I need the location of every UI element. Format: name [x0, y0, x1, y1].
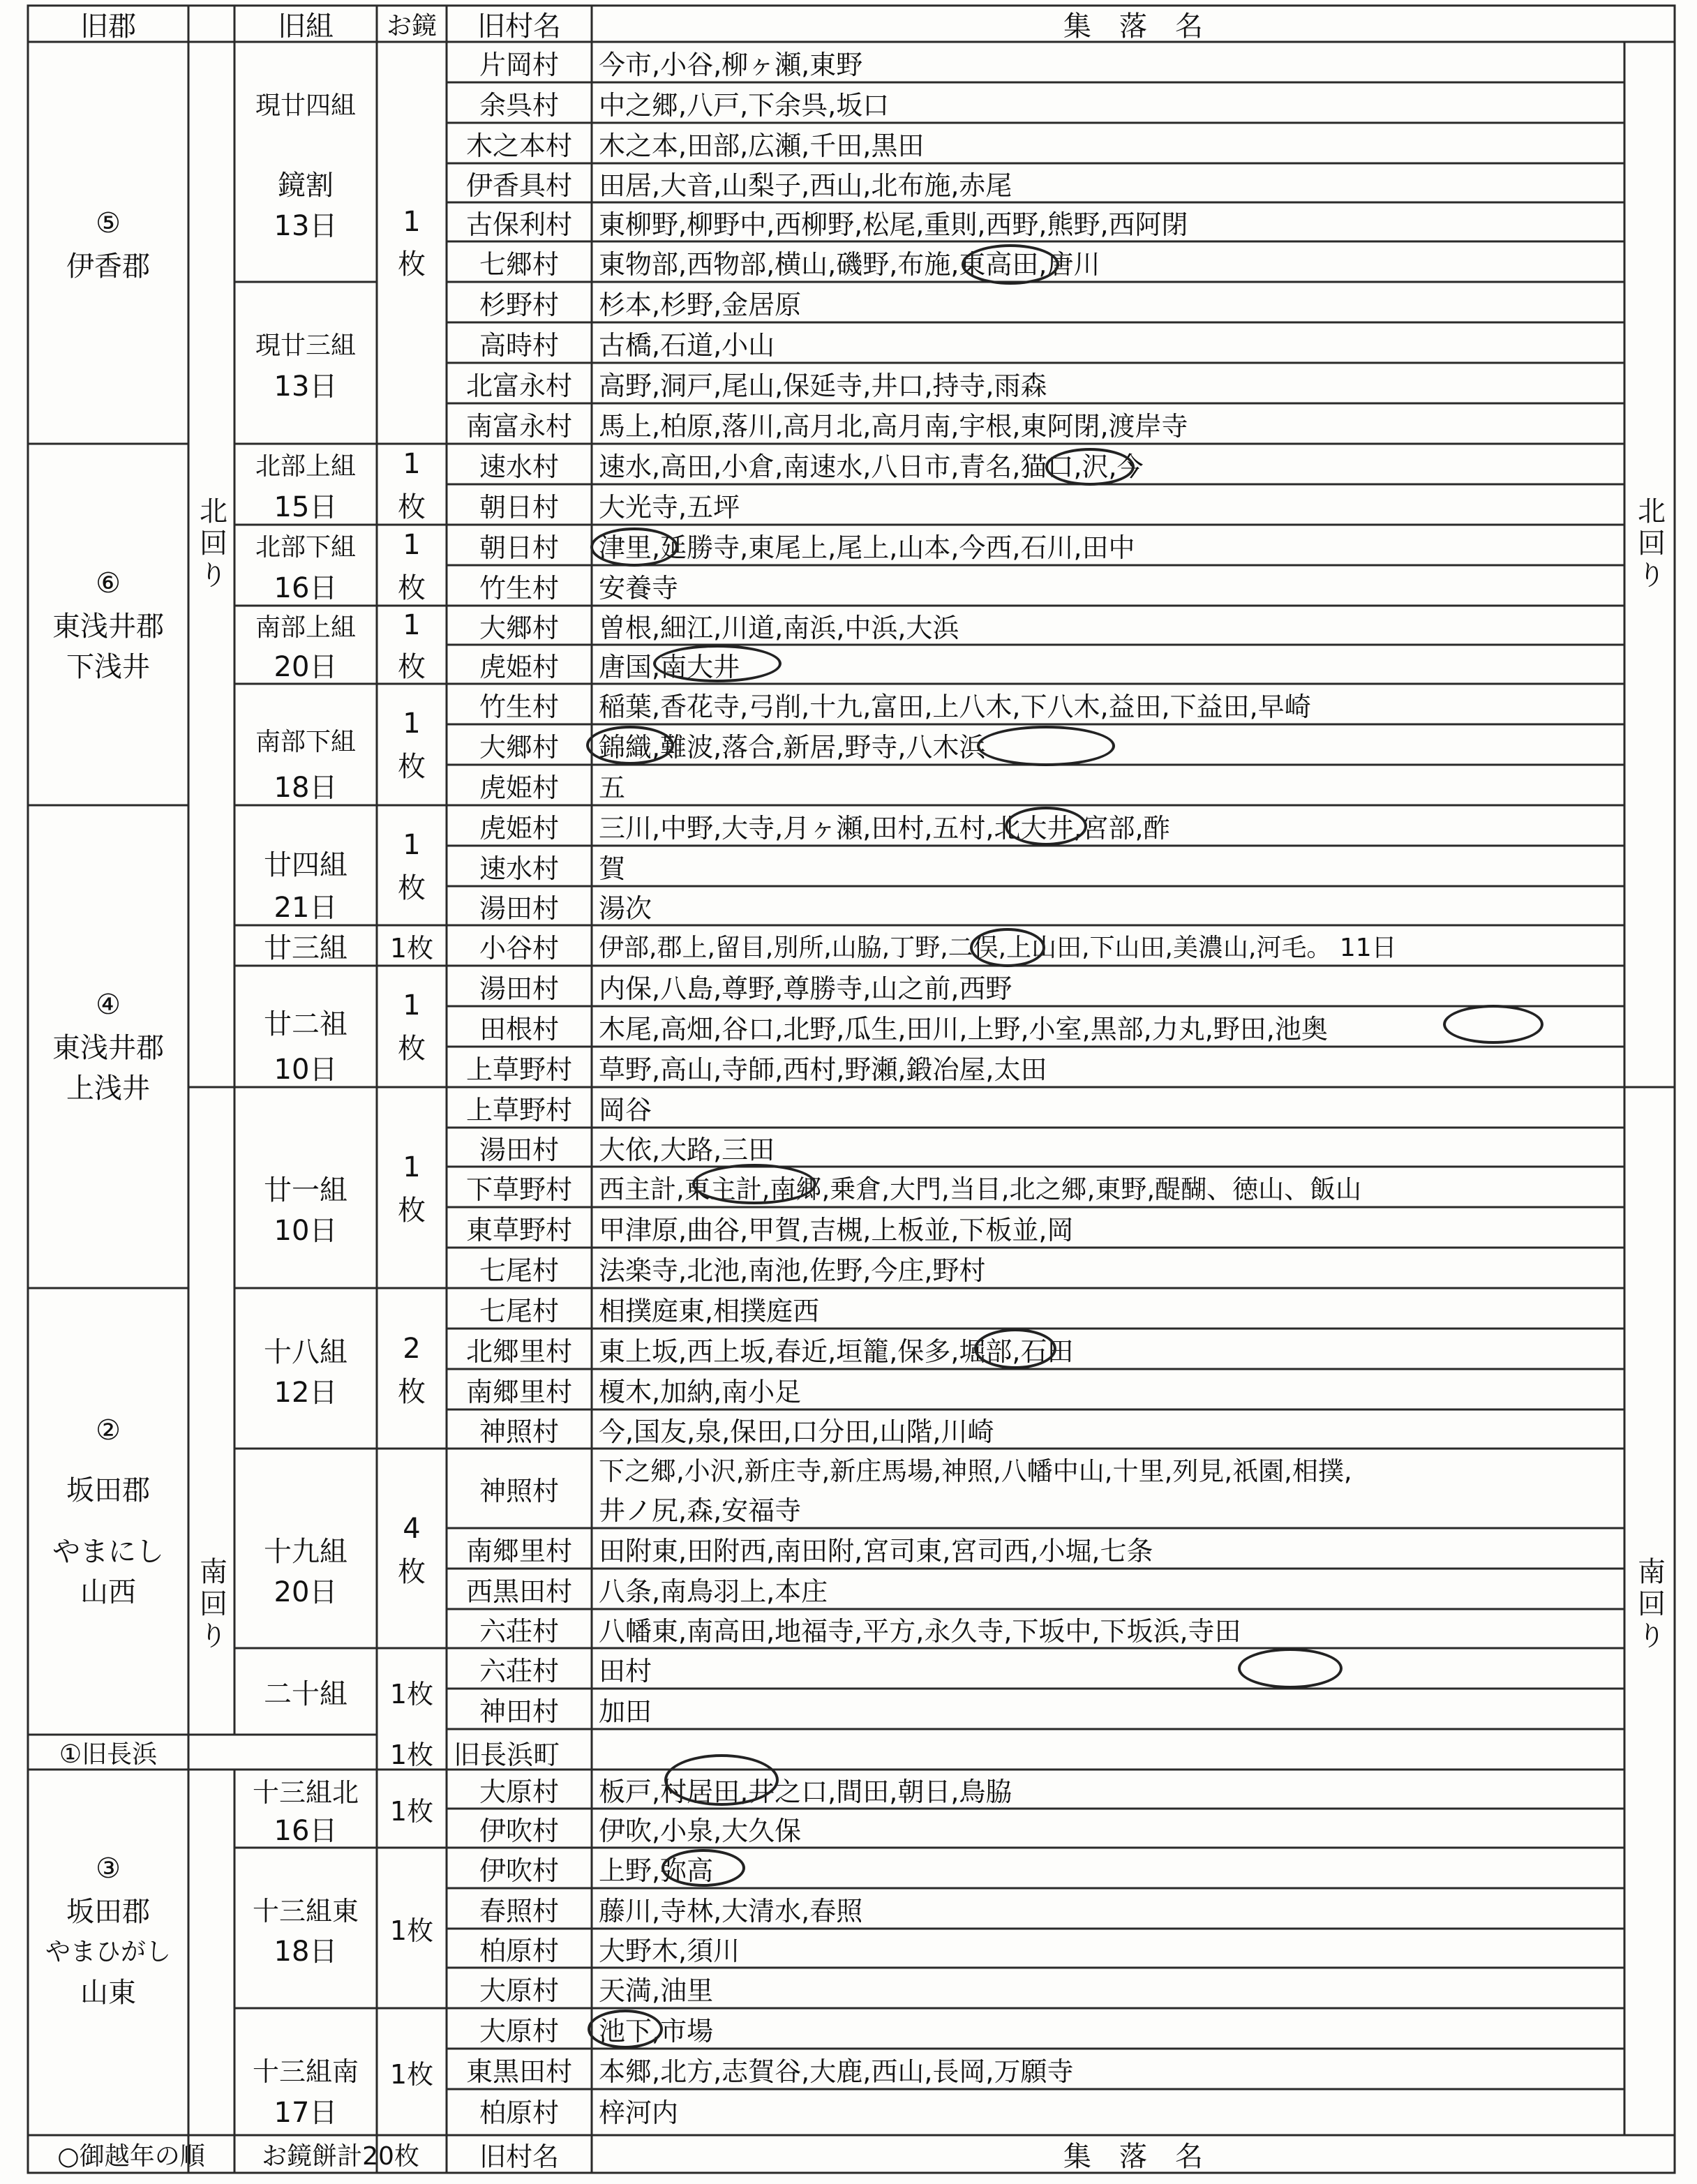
kagami-4-b: 枚 [398, 571, 426, 604]
kagami-3-a: 1 [403, 448, 421, 480]
settlements: 内保,八島,尊野,尊勝寺,山之前,西野 [599, 973, 1012, 1004]
group-11-l2: 12日 [274, 1376, 338, 1409]
handwritten-circle-mark [1443, 1005, 1543, 1044]
village-name: 南郷里村 [465, 1535, 572, 1566]
settlements: 大光寺,五坪 [599, 491, 740, 523]
settlements: 中之郷,八戸,下余呉,坂口 [599, 89, 890, 121]
village-name: 柏原村 [479, 2097, 559, 2128]
settlements: 上野,弥高 [599, 1855, 714, 1886]
kagami-17: 1枚 [389, 2058, 434, 2090]
kagami-15: 1枚 [389, 1795, 434, 1827]
kagami-6-b: 枚 [398, 750, 426, 783]
district-1-name: ①旧長浜 [59, 1740, 158, 1769]
district-2-name3: 山西 [80, 1576, 136, 1608]
village-name: 余呉村 [479, 89, 559, 121]
village-name: 東草野村 [465, 1214, 572, 1246]
village-name: 速水村 [479, 853, 559, 884]
kagami-7-b: 枚 [398, 872, 426, 904]
settlements: 杉本,杉野,金居原 [599, 289, 802, 320]
footer-kyusonmei: 旧村名 [479, 2141, 559, 2172]
village-name: 虎姫村 [479, 651, 559, 682]
group-9-l1: 廿二祖 [264, 1008, 347, 1040]
settlements: 三川,中野,大寺,月ヶ瀬,田村,五村,北大井,宮部,酢 [599, 812, 1170, 844]
village-name: 旧長浜町 [454, 1739, 560, 1770]
district-4-name2: 上浅井 [66, 1072, 150, 1105]
kagami-7-a: 1 [403, 829, 421, 861]
settlements: 湯次 [599, 892, 652, 924]
district-3-name1: 坂田郡 [66, 1895, 150, 1928]
village-name: 田根村 [479, 1013, 559, 1045]
village-name: 伊吹村 [479, 1815, 559, 1846]
route-north-right: 北回り [1633, 496, 1666, 592]
district-4-name1: 東浅井郡 [52, 1031, 164, 1064]
group-1-l2: 鏡割 [278, 169, 334, 202]
village-name: 竹生村 [479, 572, 559, 604]
village-name: 虎姫村 [479, 772, 559, 803]
kagami-5-b: 枚 [398, 650, 426, 683]
village-name: 虎姫村 [479, 812, 559, 844]
group-3-l1: 北部上組 [255, 451, 356, 481]
handwritten-circle-mark [1045, 448, 1135, 486]
village-name: 朝日村 [479, 491, 559, 523]
settlements: 藤川,寺林,大清水,春照 [599, 1895, 863, 1927]
settlements: 下之郷,小沢,新庄寺,新庄馬場,神照,八幡中山,十里,列見,祇園,相撲, [599, 1456, 1352, 1486]
group-9-l2: 10日 [274, 1053, 338, 1086]
village-name: 大郷村 [479, 612, 559, 643]
village-name: 西黒田村 [465, 1576, 572, 1607]
village-name: 大原村 [479, 1975, 559, 2006]
village-name: 高時村 [479, 329, 559, 361]
group-11-l1: 十八組 [264, 1336, 347, 1368]
settlements: 賀 [599, 853, 626, 884]
kagami-3-b: 枚 [398, 491, 426, 523]
handwritten-circle-mark [664, 1754, 779, 1806]
settlements: 草野,高山,寺師,西村,野瀬,鍛冶屋,太田 [599, 1054, 1047, 1085]
settlements: 榎木,加納,南小足 [599, 1376, 802, 1407]
group-13-l1: 二十組 [264, 1677, 347, 1710]
village-name: 神田村 [479, 1696, 559, 1727]
district-3-name2: やまひがし [45, 1937, 171, 1966]
village-name: 古保利村 [465, 209, 572, 240]
kagami-9-b: 枚 [398, 1032, 426, 1065]
village-name: 北郷里村 [465, 1336, 572, 1367]
group-15-l2: 16日 [274, 1814, 338, 1847]
group-5-l2: 20日 [274, 650, 338, 683]
village-name: 六荘村 [479, 1615, 559, 1647]
settlements: 伊部,郡上,留目,別所,山脇,丁野,二俣,上山田,下山田,美濃山,河毛。 11日 [599, 933, 1397, 962]
header-kyugumi: 旧組 [278, 10, 334, 42]
handwritten-circle-mark [692, 1164, 816, 1204]
kagami-11-a: 2 [403, 1333, 421, 1365]
kagami-10-a: 1 [403, 1151, 421, 1183]
district-3-name3: 山東 [80, 1976, 136, 2009]
group-15-l1: 十三組北 [252, 1777, 359, 1808]
handwritten-circle-mark [590, 528, 678, 567]
header-kyugun: 旧郡 [80, 10, 136, 42]
district-2-number: ② [96, 1414, 121, 1446]
settlements: 八条,南鳥羽上,本庄 [599, 1576, 828, 1607]
footer-shuraku: 集 落 名 [1063, 2140, 1203, 2173]
settlements: 今,国友,泉,保田,口分田,山階,川崎 [599, 1416, 994, 1447]
village-name: 下草野村 [465, 1174, 572, 1205]
settlements: 田附東,田附西,南田附,宮司東,宮司西,小堀,七条 [599, 1535, 1153, 1566]
settlements: 梓河内 [599, 2097, 679, 2128]
district-4-number: ④ [96, 989, 121, 1021]
village-name: 上草野村 [465, 1054, 572, 1085]
handwritten-circle-mark [653, 645, 782, 682]
kagami-11-b: 枚 [398, 1375, 426, 1408]
group-3-l2: 15日 [274, 491, 338, 523]
group-16-l2: 18日 [274, 1935, 338, 1968]
handwritten-circle-mark [1005, 807, 1087, 846]
district-5-name: 伊香郡 [66, 250, 150, 283]
village-name: 南富永村 [465, 410, 572, 442]
village-name: 七郷村 [479, 248, 559, 280]
handwritten-circle-mark [977, 726, 1115, 766]
group-16-l1: 十三組東 [252, 1895, 359, 1927]
district-6-name2: 下浅井 [66, 650, 150, 683]
village-name: 神照村 [479, 1416, 559, 1447]
village-name: 大原村 [479, 1776, 559, 1807]
group-12-l2: 20日 [274, 1576, 338, 1608]
village-name: 湯田村 [479, 892, 559, 924]
village-name: 木之本村 [465, 130, 572, 161]
footer-total: お鏡餅計20枚 [262, 2141, 419, 2171]
group-2-l2: 13日 [274, 370, 338, 403]
district-5-number: ⑤ [96, 207, 121, 239]
kagami-1-b: 枚 [398, 248, 426, 281]
group-12-l1: 十九組 [264, 1535, 347, 1568]
header-okagami: お鏡 [386, 11, 437, 40]
settlements: 稲葉,香花寺,弓削,十九,富田,上八木,下八木,益田,下益田,早崎 [599, 691, 1311, 722]
settlements: 東上坂,西上坂,春近,垣籠,保多,堀部,石田 [599, 1336, 1074, 1367]
village-name: 伊吹村 [479, 1855, 559, 1886]
group-4-l1: 北部下組 [255, 532, 356, 562]
route-south-left: 南回り [195, 1557, 227, 1653]
group-6-l2: 18日 [274, 771, 338, 804]
settlements: 唐国,南大井 [599, 651, 740, 682]
district-2-name1: 坂田郡 [66, 1474, 150, 1506]
group-17-l1: 十三組南 [252, 2056, 359, 2087]
settlements: 高野,洞戸,尾山,保延寺,井口,持寺,雨森 [599, 370, 1047, 401]
village-name: 湯田村 [479, 973, 559, 1004]
village-name: 片岡村 [479, 49, 559, 80]
kagami-12-b: 枚 [398, 1555, 426, 1588]
village-name: 竹生村 [479, 691, 559, 722]
group-2-l1: 現廿三組 [255, 331, 356, 360]
group-1-l1: 現廿四組 [255, 91, 356, 120]
group-7-l1: 廿四組 [264, 848, 347, 881]
settlements: 板戸,村居田,井之口,間田,朝日,鳥脇 [599, 1776, 1012, 1807]
handwritten-circle-mark [1238, 1648, 1343, 1689]
village-name: 神照村 [479, 1475, 559, 1506]
settlements: 古橋,石道,小山 [599, 329, 775, 361]
settlements: 田村 [599, 1655, 652, 1686]
group-6-l1: 南部下組 [255, 727, 356, 756]
footer-order: ○御越年の順 [57, 2141, 205, 2171]
settlements: 甲津原,曲谷,甲賀,吉槻,上板並,下板並,岡 [599, 1214, 1074, 1246]
header-kyusonmei: 旧村名 [477, 10, 561, 42]
route-north-left: 北回り [195, 496, 227, 592]
settlements: 池下,市場 [599, 2015, 714, 2047]
settlements: 速水,高田,小倉,南速水,八日市,青名,猫口,沢,今 [599, 451, 1144, 482]
kagami-14: 1枚 [389, 1739, 434, 1770]
village-name: 柏原村 [479, 1935, 559, 1966]
group-5-l1: 南部上組 [255, 613, 356, 642]
settlements: 天満,油里 [599, 1975, 714, 2006]
group-17-l2: 17日 [274, 2096, 338, 2129]
handwritten-circle-mark [661, 1849, 745, 1887]
village-name: 東黒田村 [465, 2056, 572, 2087]
settlements: 相撲庭東,相撲庭西 [599, 1295, 820, 1326]
kagami-9-a: 1 [403, 989, 421, 1022]
handwritten-circle-mark [586, 726, 674, 765]
settlements-continued: 井ノ尻,森,安福寺 [599, 1495, 802, 1526]
settlements: 津里,延勝寺,東尾上,尾上,山本,今西,石川,田中 [599, 532, 1135, 563]
handwritten-circle-mark [962, 244, 1059, 285]
village-name: 伊香具村 [465, 170, 572, 201]
settlements: 法楽寺,北池,南池,佐野,今庄,野村 [599, 1255, 986, 1286]
kagami-12-a: 4 [403, 1513, 421, 1545]
settlements: 木尾,高畑,谷口,北野,瓜生,田川,上野,小室,黒部,力丸,野田,池奥 [599, 1013, 1328, 1045]
header-shuraku: 集 落 名 [1063, 10, 1203, 42]
district-6-name1: 東浅井郡 [52, 610, 164, 643]
settlements: 西主計,東主計,南郷,乗倉,大門,当目,北之郷,東野,醍醐、徳山、飯山 [599, 1174, 1362, 1204]
group-10-l2: 10日 [274, 1214, 338, 1247]
district-3-number: ③ [96, 1853, 121, 1885]
settlements: 安養寺 [599, 572, 679, 604]
group-4-l2: 16日 [274, 571, 338, 604]
district-2-name2: やまにし [52, 1535, 164, 1568]
group-8-l1: 廿三組 [264, 932, 347, 964]
settlements: 曽根,細江,川道,南浜,中浜,大浜 [599, 612, 959, 643]
group-1-l3: 13日 [274, 209, 338, 242]
handwritten-circle-mark [974, 1329, 1056, 1369]
kagami-8: 1枚 [389, 932, 434, 964]
settlements: 大野木,須川 [599, 1935, 740, 1966]
handwritten-circle-mark [970, 928, 1045, 967]
settlements: 今市,小谷,柳ヶ瀬,東野 [599, 49, 863, 80]
kagami-10-b: 枚 [398, 1194, 426, 1227]
kagami-13: 1枚 [389, 1678, 434, 1710]
village-name: 七尾村 [479, 1295, 559, 1326]
village-name: 七尾村 [479, 1255, 559, 1286]
group-10-l1: 廿一組 [264, 1174, 347, 1206]
settlements: 五 [599, 772, 626, 803]
settlements: 伊吹,小泉,大久保 [599, 1815, 802, 1846]
kagami-4-a: 1 [403, 529, 421, 561]
village-name: 春照村 [479, 1895, 559, 1927]
village-name: 大原村 [479, 2015, 559, 2047]
settlements: 本郷,北方,志賀谷,大鹿,西山,長岡,万願寺 [599, 2056, 1074, 2087]
settlements: 岡谷 [599, 1094, 652, 1125]
village-name: 速水村 [479, 451, 559, 482]
route-south-right: 南回り [1633, 1557, 1666, 1653]
village-name: 杉野村 [479, 289, 559, 320]
kagami-6-a: 1 [403, 708, 421, 740]
village-name: 上草野村 [465, 1094, 572, 1125]
kagami-16: 1枚 [389, 1915, 434, 1946]
group-7-l2: 21日 [274, 891, 338, 924]
settlements: 東柳野,柳野中,西柳野,松尾,重則,西野,熊野,西阿閉 [599, 209, 1188, 240]
settlements: 馬上,柏原,落川,高月北,高月南,宇根,東阿閉,渡岸寺 [599, 410, 1188, 442]
settlements: 木之本,田部,広瀬,千田,黒田 [599, 130, 925, 161]
district-6-number: ⑥ [96, 567, 121, 599]
kagami-1-a: 1 [403, 206, 421, 238]
settlements: 大依,大路,三田 [599, 1134, 775, 1165]
village-name: 湯田村 [479, 1134, 559, 1165]
settlements: 八幡東,南高田,地福寺,平方,永久寺,下坂中,下坂浜,寺田 [599, 1615, 1241, 1647]
settlements: 加田 [599, 1696, 652, 1727]
settlements: 東物部,西物部,横山,磯野,布施,東高田,唐川 [599, 248, 1100, 280]
village-name: 小谷村 [479, 932, 559, 964]
village-name: 朝日村 [479, 532, 559, 563]
kagami-5-a: 1 [403, 609, 421, 641]
settlements: 錦織,難波,落合,新居,野寺,八木浜 [599, 731, 986, 763]
village-name: 大郷村 [479, 731, 559, 763]
village-name: 北富永村 [465, 370, 572, 401]
settlements: 田居,大音,山梨子,西山,北布施,赤尾 [599, 170, 1012, 201]
village-name: 六荘村 [479, 1655, 559, 1686]
handwritten-circle-mark [588, 2010, 663, 2049]
village-name: 南郷里村 [465, 1376, 572, 1407]
